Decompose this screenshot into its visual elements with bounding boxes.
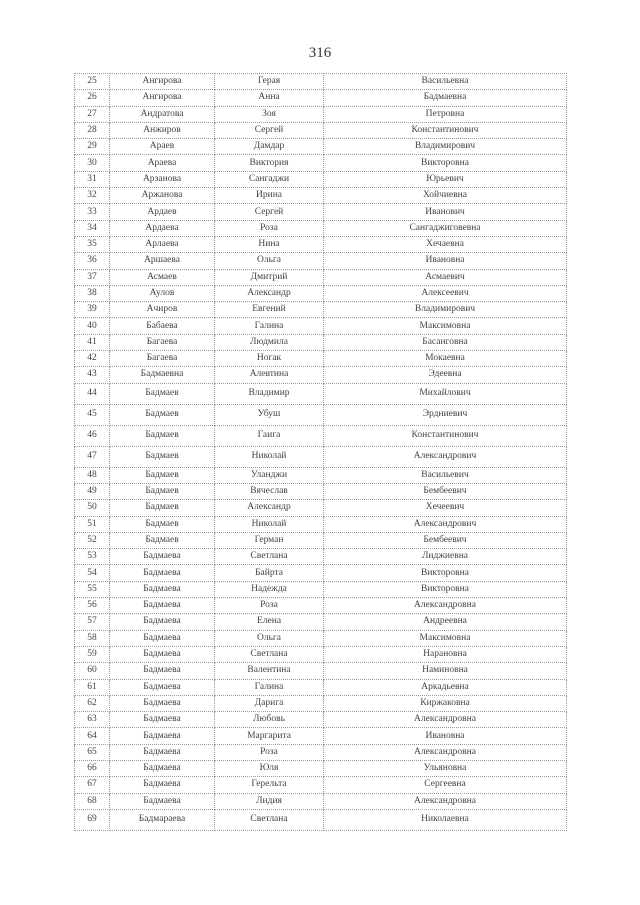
row-number-cell: 50 <box>75 500 110 516</box>
last-name-cell: Багаева <box>110 351 215 367</box>
patronymic-cell: Николаевна <box>324 809 567 830</box>
table-row <box>75 695 567 711</box>
table-row <box>75 467 567 483</box>
first-name-cell: Убуш <box>215 404 324 425</box>
table-row <box>75 367 567 383</box>
table-row <box>75 318 567 334</box>
table-row <box>75 549 567 565</box>
last-name-cell: Бадмаев <box>110 383 215 404</box>
last-name-cell: Бадмаев <box>110 483 215 499</box>
table-row <box>75 728 567 744</box>
patronymic-cell: Александрович <box>324 516 567 532</box>
row-number-cell: 61 <box>75 679 110 695</box>
last-name-cell: Арлаева <box>110 236 215 252</box>
table-row <box>75 809 567 830</box>
last-name-cell: Бадмаев <box>110 532 215 548</box>
row-number-cell: 44 <box>75 383 110 404</box>
table-row <box>75 106 567 122</box>
row-number-cell: 47 <box>75 446 110 467</box>
table-row <box>75 581 567 597</box>
row-number-cell: 40 <box>75 318 110 334</box>
first-name-cell: Галина <box>215 318 324 334</box>
last-name-cell: Араев <box>110 139 215 155</box>
row-number-cell: 55 <box>75 581 110 597</box>
patronymic-cell: Ульяновна <box>324 760 567 776</box>
table-row <box>75 630 567 646</box>
table-row <box>75 236 567 252</box>
patronymic-cell: Александрович <box>324 446 567 467</box>
page-number: 316 <box>308 45 332 61</box>
patronymic-cell: Асмаевич <box>324 269 567 285</box>
row-number-cell: 69 <box>75 809 110 830</box>
first-name-cell: Людмила <box>215 334 324 350</box>
patronymic-cell: Бадмаевна <box>324 90 567 106</box>
patronymic-cell: Владимирович <box>324 302 567 318</box>
first-name-cell: Евгений <box>215 302 324 318</box>
table-row <box>75 122 567 138</box>
patronymic-cell: Бембеевич <box>324 532 567 548</box>
last-name-cell: Бадмаев <box>110 404 215 425</box>
last-name-cell: Бадмаева <box>110 695 215 711</box>
first-name-cell: Уланджи <box>215 467 324 483</box>
row-number-cell: 41 <box>75 334 110 350</box>
row-number-cell: 27 <box>75 106 110 122</box>
last-name-cell: Аржанова <box>110 188 215 204</box>
row-number-cell: 48 <box>75 467 110 483</box>
row-number-cell: 49 <box>75 483 110 499</box>
table-row <box>75 269 567 285</box>
table-row <box>75 351 567 367</box>
last-name-cell: Бадмаев <box>110 500 215 516</box>
table-row <box>75 74 567 90</box>
patronymic-cell: Ивановна <box>324 253 567 269</box>
patronymic-cell: Константинович <box>324 122 567 138</box>
table-row <box>75 516 567 532</box>
first-name-cell: Ногак <box>215 351 324 367</box>
table-row <box>75 425 567 446</box>
row-number-cell: 51 <box>75 516 110 532</box>
row-number-cell: 32 <box>75 188 110 204</box>
row-number-cell: 62 <box>75 695 110 711</box>
first-name-cell: Сергей <box>215 122 324 138</box>
first-name-cell: Светлана <box>215 646 324 662</box>
patronymic-cell: Викторовна <box>324 581 567 597</box>
table-row <box>75 679 567 695</box>
patronymic-cell: Максимовна <box>324 630 567 646</box>
first-name-cell: Дамдар <box>215 139 324 155</box>
first-name-cell: Роза <box>215 744 324 760</box>
row-number-cell: 53 <box>75 549 110 565</box>
first-name-cell: Николай <box>215 446 324 467</box>
first-name-cell: Юля <box>215 760 324 776</box>
row-number-cell: 58 <box>75 630 110 646</box>
row-number-cell: 59 <box>75 646 110 662</box>
first-name-cell: Елена <box>215 614 324 630</box>
patronymic-cell: Максимовна <box>324 318 567 334</box>
first-name-cell: Дмитрий <box>215 269 324 285</box>
first-name-cell: Владимир <box>215 383 324 404</box>
row-number-cell: 65 <box>75 744 110 760</box>
last-name-cell: Бадмаевна <box>110 367 215 383</box>
row-number-cell: 31 <box>75 171 110 187</box>
patronymic-cell: Викторовна <box>324 565 567 581</box>
patronymic-cell: Эдеевна <box>324 367 567 383</box>
first-name-cell: Анна <box>215 90 324 106</box>
patronymic-cell: Хойчиевна <box>324 188 567 204</box>
patronymic-cell: Михайлович <box>324 383 567 404</box>
patronymic-cell: Петровна <box>324 106 567 122</box>
row-number-cell: 28 <box>75 122 110 138</box>
last-name-cell: Бадмаева <box>110 614 215 630</box>
first-name-cell: Байрта <box>215 565 324 581</box>
row-number-cell: 34 <box>75 220 110 236</box>
table-row <box>75 253 567 269</box>
row-number-cell: 37 <box>75 269 110 285</box>
row-number-cell: 52 <box>75 532 110 548</box>
table-row <box>75 565 567 581</box>
first-name-cell: Виктория <box>215 155 324 171</box>
row-number-cell: 42 <box>75 351 110 367</box>
table-row <box>75 744 567 760</box>
row-number-cell: 33 <box>75 204 110 220</box>
first-name-cell: Герая <box>215 74 324 90</box>
table-row <box>75 204 567 220</box>
first-name-cell: Роза <box>215 598 324 614</box>
last-name-cell: Андратова <box>110 106 215 122</box>
last-name-cell: Аулов <box>110 285 215 301</box>
last-name-cell: Ардаева <box>110 220 215 236</box>
row-number-cell: 60 <box>75 663 110 679</box>
patronymic-cell: Иванович <box>324 204 567 220</box>
last-name-cell: Багаева <box>110 334 215 350</box>
row-number-cell: 25 <box>75 74 110 90</box>
first-name-cell: Надежда <box>215 581 324 597</box>
row-number-cell: 29 <box>75 139 110 155</box>
patronymic-cell: Мокаевна <box>324 351 567 367</box>
row-number-cell: 30 <box>75 155 110 171</box>
table-row <box>75 646 567 662</box>
row-number-cell: 45 <box>75 404 110 425</box>
patronymic-cell: Андреевна <box>324 614 567 630</box>
last-name-cell: Анжиров <box>110 122 215 138</box>
row-number-cell: 38 <box>75 285 110 301</box>
patronymic-cell: Александровна <box>324 793 567 809</box>
first-name-cell: Герельта <box>215 777 324 793</box>
first-name-cell: Александр <box>215 285 324 301</box>
last-name-cell: Бадмаева <box>110 712 215 728</box>
table-row <box>75 712 567 728</box>
first-name-cell: Александр <box>215 500 324 516</box>
names-table-body <box>75 74 567 831</box>
last-name-cell: Бадмаев <box>110 467 215 483</box>
table-row <box>75 139 567 155</box>
last-name-cell: Бадмаева <box>110 679 215 695</box>
table-row <box>75 404 567 425</box>
row-number-cell: 46 <box>75 425 110 446</box>
last-name-cell: Ангирова <box>110 74 215 90</box>
patronymic-cell: Хечаевна <box>324 236 567 252</box>
last-name-cell: Ангирова <box>110 90 215 106</box>
table-row <box>75 90 567 106</box>
last-name-cell: Бадмаева <box>110 549 215 565</box>
patronymic-cell: Сергеевна <box>324 777 567 793</box>
patronymic-cell: Алексеевич <box>324 285 567 301</box>
patronymic-cell: Александровна <box>324 712 567 728</box>
table-row <box>75 302 567 318</box>
first-name-cell: Зоя <box>215 106 324 122</box>
names-table <box>74 73 567 831</box>
last-name-cell: Бадмаева <box>110 793 215 809</box>
table-row <box>75 285 567 301</box>
table-row <box>75 383 567 404</box>
patronymic-cell: Бембеевич <box>324 483 567 499</box>
first-name-cell: Вячеслав <box>215 483 324 499</box>
last-name-cell: Бадмаев <box>110 516 215 532</box>
patronymic-cell: Басанговна <box>324 334 567 350</box>
row-number-cell: 43 <box>75 367 110 383</box>
patronymic-cell: Александровна <box>324 744 567 760</box>
first-name-cell: Ольга <box>215 630 324 646</box>
last-name-cell: Аршаева <box>110 253 215 269</box>
first-name-cell: Светлана <box>215 549 324 565</box>
patronymic-cell: Владимирович <box>324 139 567 155</box>
table-row <box>75 155 567 171</box>
patronymic-cell: Наминовна <box>324 663 567 679</box>
last-name-cell: Араева <box>110 155 215 171</box>
first-name-cell: Маргарита <box>215 728 324 744</box>
row-number-cell: 68 <box>75 793 110 809</box>
row-number-cell: 54 <box>75 565 110 581</box>
last-name-cell: Бадмаева <box>110 581 215 597</box>
patronymic-cell: Васильевич <box>324 467 567 483</box>
patronymic-cell: Аркадьевна <box>324 679 567 695</box>
row-number-cell: 39 <box>75 302 110 318</box>
row-number-cell: 64 <box>75 728 110 744</box>
first-name-cell: Галина <box>215 679 324 695</box>
last-name-cell: Бадмаев <box>110 446 215 467</box>
last-name-cell: Бадмаева <box>110 646 215 662</box>
last-name-cell: Бадмаева <box>110 663 215 679</box>
last-name-cell: Асмаев <box>110 269 215 285</box>
last-name-cell: Бадмараева <box>110 809 215 830</box>
first-name-cell: Гаига <box>215 425 324 446</box>
row-number-cell: 57 <box>75 614 110 630</box>
patronymic-cell: Константинович <box>324 425 567 446</box>
patronymic-cell: Нарановна <box>324 646 567 662</box>
first-name-cell: Сангаджи <box>215 171 324 187</box>
last-name-cell: Ачиров <box>110 302 215 318</box>
last-name-cell: Бадмаева <box>110 565 215 581</box>
first-name-cell: Николай <box>215 516 324 532</box>
first-name-cell: Герман <box>215 532 324 548</box>
row-number-cell: 36 <box>75 253 110 269</box>
last-name-cell: Бадмаева <box>110 598 215 614</box>
patronymic-cell: Эрдниевич <box>324 404 567 425</box>
row-number-cell: 56 <box>75 598 110 614</box>
last-name-cell: Бадмаева <box>110 744 215 760</box>
table-row <box>75 598 567 614</box>
patronymic-cell: Александровна <box>324 598 567 614</box>
first-name-cell: Алевтина <box>215 367 324 383</box>
table-row <box>75 793 567 809</box>
last-name-cell: Ардаев <box>110 204 215 220</box>
row-number-cell: 67 <box>75 777 110 793</box>
table-row <box>75 500 567 516</box>
row-number-cell: 63 <box>75 712 110 728</box>
table-row <box>75 760 567 776</box>
first-name-cell: Валентина <box>215 663 324 679</box>
table-row <box>75 532 567 548</box>
patronymic-cell: Сангаджиговевна <box>324 220 567 236</box>
table-row <box>75 663 567 679</box>
first-name-cell: Роза <box>215 220 324 236</box>
first-name-cell: Лидия <box>215 793 324 809</box>
patronymic-cell: Юрьевич <box>324 171 567 187</box>
last-name-cell: Бадмаев <box>110 425 215 446</box>
table-row <box>75 334 567 350</box>
first-name-cell: Сергей <box>215 204 324 220</box>
last-name-cell: Бабаева <box>110 318 215 334</box>
row-number-cell: 26 <box>75 90 110 106</box>
patronymic-cell: Киржаковна <box>324 695 567 711</box>
row-number-cell: 35 <box>75 236 110 252</box>
first-name-cell: Ирина <box>215 188 324 204</box>
table-row <box>75 446 567 467</box>
first-name-cell: Дарига <box>215 695 324 711</box>
patronymic-cell: Ивановна <box>324 728 567 744</box>
patronymic-cell: Хечеевич <box>324 500 567 516</box>
last-name-cell: Арзанова <box>110 171 215 187</box>
first-name-cell: Нина <box>215 236 324 252</box>
table-row <box>75 483 567 499</box>
last-name-cell: Бадмаева <box>110 728 215 744</box>
last-name-cell: Бадмаева <box>110 777 215 793</box>
patronymic-cell: Васильевна <box>324 74 567 90</box>
table-row <box>75 220 567 236</box>
row-number-cell: 66 <box>75 760 110 776</box>
last-name-cell: Бадмаева <box>110 630 215 646</box>
last-name-cell: Бадмаева <box>110 760 215 776</box>
table-row <box>75 171 567 187</box>
first-name-cell: Ольга <box>215 253 324 269</box>
patronymic-cell: Лиджиевна <box>324 549 567 565</box>
table-row <box>75 614 567 630</box>
first-name-cell: Любовь <box>215 712 324 728</box>
table-row <box>75 188 567 204</box>
table-row <box>75 777 567 793</box>
patronymic-cell: Викторовна <box>324 155 567 171</box>
first-name-cell: Светлана <box>215 809 324 830</box>
